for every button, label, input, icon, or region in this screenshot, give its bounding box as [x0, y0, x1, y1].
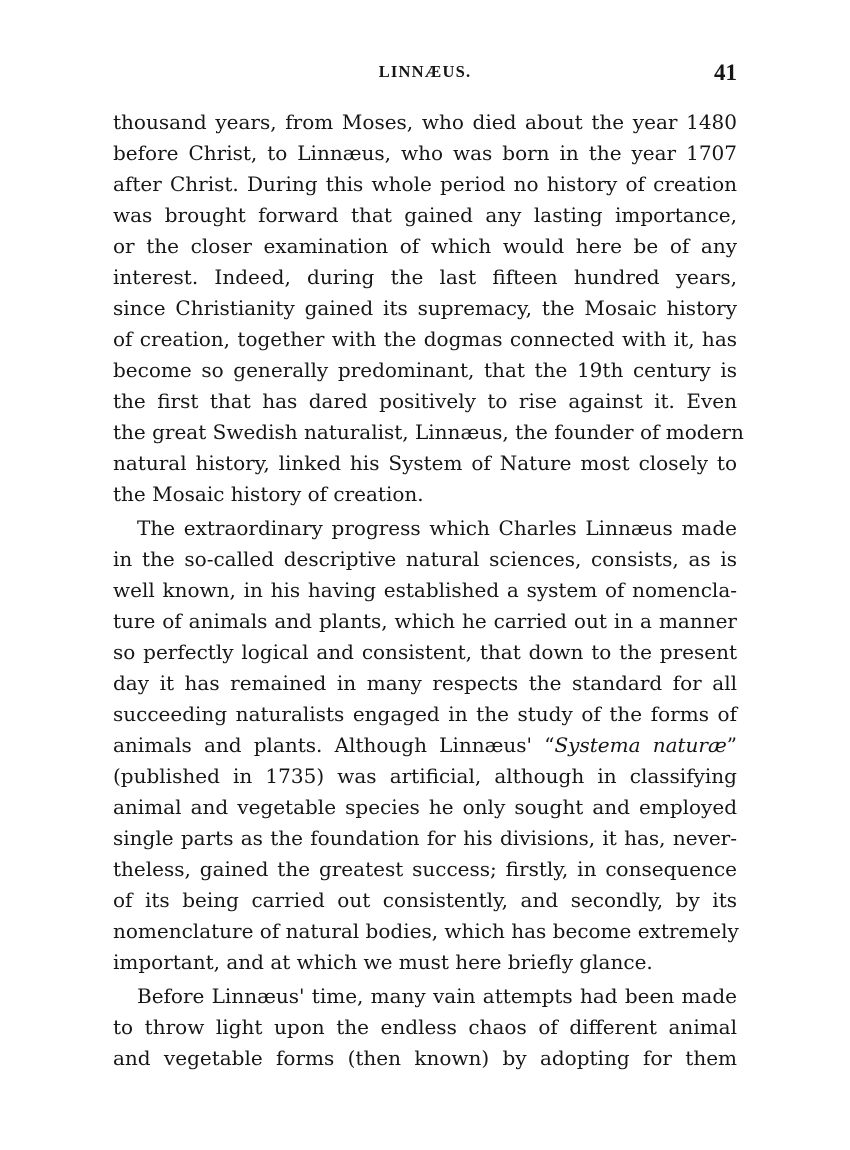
text-line: of creation, together with the dogmas connected with it, has: [113, 327, 737, 351]
text-line: Before Linnæus' time, many vain attempts had been made: [137, 984, 737, 1008]
text-line: in the so-called descriptive natural sciences, consists, as is: [113, 547, 737, 571]
text-line: succeeding naturalists engaged in the study of the forms of: [113, 702, 737, 726]
body-text: [113, 107, 744, 1077]
text-line: thousand years, from Moses, who died about the year 1480: [113, 110, 737, 134]
text-line: single parts as the foundation for his divisions, it has, never-: [113, 826, 737, 850]
text-line: (published in 1735) was artificial, although in classifying: [113, 764, 737, 788]
text-line: The extraordinary progress which Charles Linnæus made: [137, 516, 737, 540]
text-line: interest. Indeed, during the last fifteen hundred years,: [113, 265, 737, 289]
text-line: the Mosaic history of creation.: [113, 482, 424, 506]
text-line: natural history, linked his System of Nature most closely to: [113, 451, 737, 475]
text-line: of its being carried out consistently, and secondly, by its: [113, 888, 737, 912]
paragraph: [113, 981, 737, 1074]
text-line: since Christianity gained its supremacy, the Mosaic history: [113, 296, 737, 320]
text-line: so perfectly logical and consistent, that down to the present: [113, 640, 737, 664]
text-line: nomenclature of natural bodies, which has become extremely: [113, 919, 739, 943]
text-line: the great Swedish naturalist, Linnæus, the founder of modern: [113, 420, 744, 444]
text-line: become so generally predominant, that the 19th century is: [113, 358, 737, 382]
text-line: or the closer examination of which would here be of any: [113, 234, 737, 258]
text-line: ture of animals and plants, which he carried out in a manner: [113, 609, 737, 633]
text-line: was brought forward that gained any lasting importance,: [113, 203, 737, 227]
text-line: and vegetable forms (then known) by adopting for them: [113, 1046, 737, 1070]
paragraph: [113, 513, 737, 978]
running-head: [113, 60, 737, 90]
text-line: after Christ. During this whole period no history of creation: [113, 172, 737, 196]
running-title: LINNÆUS.: [378, 62, 472, 81]
text-line: to throw light upon the endless chaos of different animal: [113, 1015, 737, 1039]
book-title-italic: Systema naturæ: [554, 733, 727, 757]
text-line: animals and plants. Although Linnæus' “Systema naturæ”: [113, 733, 738, 757]
text-line: animal and vegetable species he only sought and employed: [113, 795, 737, 819]
text-line: the first that has dared positively to rise against it. Even: [113, 389, 737, 413]
text-line: well known, in his having established a system of nomencla-: [113, 578, 737, 602]
text-line: before Christ, to Linnæus, who was born in the year 1707: [113, 141, 737, 165]
text-line: theless, gained the greatest success; firstly, in consequence: [113, 857, 737, 881]
page-number: 41: [714, 60, 737, 85]
paragraph: [113, 107, 744, 510]
text-line: important, and at which we must here briefly glance.: [113, 950, 653, 974]
text-line: day it has remained in many respects the standard for all: [113, 671, 737, 695]
